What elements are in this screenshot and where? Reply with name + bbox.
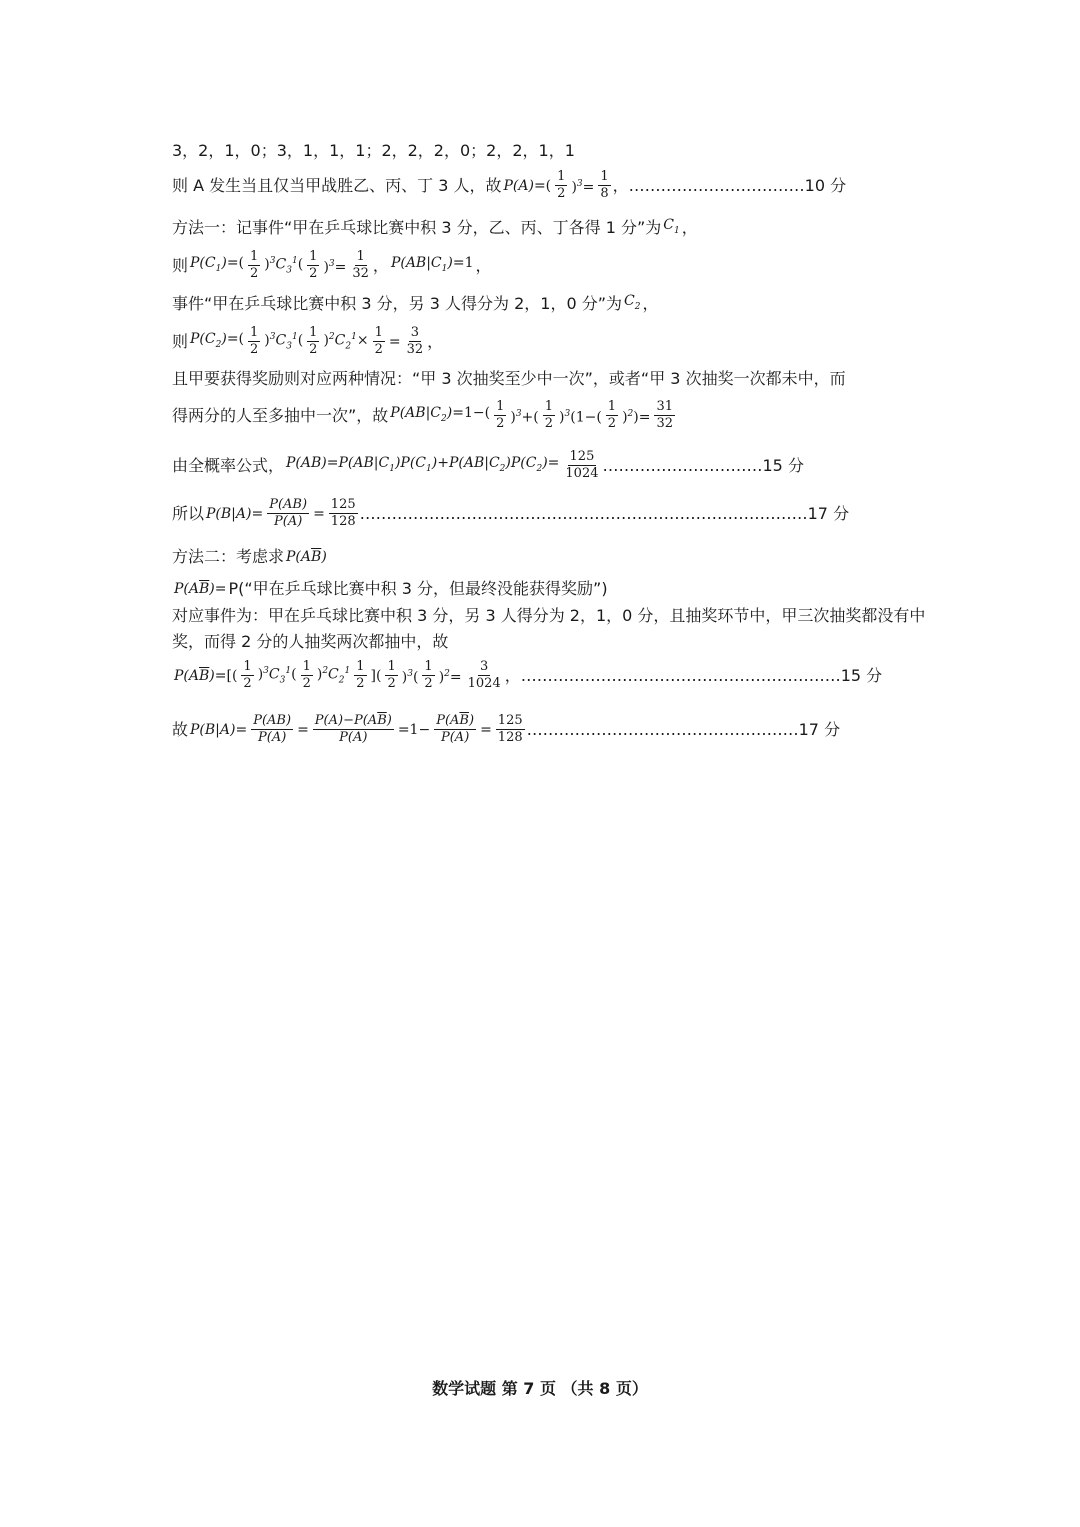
line-two-cases: 且甲要获得奖励则对应两种情况：“甲 3 次抽奖至少中一次”，或者“甲 3 次抽奖一次都未中，而: [172, 369, 846, 388]
line-final-result: 故 P(B|A)= $\frac{P(AB)}{P(A)}$ = $\frac{P(A)-P(A\overline{B})}{P(A)}$ =1− $\frac{P(A\overline{B})}{P(A)}$ = $\frac{125}{128}$ …………………………………………… 17 分: [172, 713, 841, 745]
line-event-c2: 事件“甲在乒乓球比赛中积 3 分，另 3 人得分为 2，1，0 分”为 $C_2$ ，: [172, 293, 659, 313]
line-method-two: 方法二：考虑求 $P(A\overline{B})$: [172, 547, 327, 566]
page-footer: 数学试题 第 7 页 （共 8 页）: [432, 1379, 648, 1398]
line-event-a: 则 A 发生当且仅当甲战胜乙、丙、丁 3 人，故 P(A)=( $\frac{1}{2}$ )$^3$= $\frac{1}{8}$ ，…………………………… 10 分: [172, 169, 847, 201]
line-p-a-not-b-value: $P(A\overline{B})=$[( $\frac{1}{2}$ )$^3C_3^1$( $\frac{1}{2}$ )$^2C_2^1$ $\frac{1}{2}$ ]( $\frac{1}{2}$ )$^3$( $\frac{1}{2}$ )$^2$= $\frac{3}{1024}$ ，…………………………………………………… 15 分: [174, 659, 883, 692]
score-label: 15 分: [840, 665, 883, 685]
score-label: 15 分: [762, 455, 804, 475]
line-total-probability: 由全概率公式， $P(AB)=P(AB|C_1)P(C_1)+P(AB|C_2)P(C_2)=$ $\frac{125}{1024}$ ………………………… 15 分: [172, 449, 804, 481]
score-label: 10 分: [804, 175, 847, 195]
line-score-cases: 3，2，1，0；3，1，1，1；2，2，2，0；2，2，1，1: [172, 141, 575, 160]
line-conditional-result: 所以 P(B|A)= $\frac{P(AB)}{P(A)}$ = $\frac{125}{128}$ ………………………………………………………………………… 17 分: [172, 497, 850, 529]
score-label: 17 分: [798, 719, 841, 739]
line-p-c2: 则 $P(C_2)=$( $\frac{1}{2}$ )$^3C_3^1$( $\frac{1}{2}$ )$^2C_2^1\times$ $\frac{1}{2}$ = $\frac{3}{32}$ ，: [172, 325, 444, 358]
line-corresponding-event: 对应事件为：甲在乒乓球比赛中积 3 分，另 3 人得分为 2，1，0 分，且抽奖环节中，甲三次抽奖都没有中奖，而得 2 分的人抽奖两次都抽中，故: [172, 606, 926, 651]
formula-p-a: P(A)=(: [503, 177, 552, 194]
line-method-one: 方法一：记事件“甲在乒乓球比赛中积 3 分，乙、丙、丁各得 1 分”为 $C_1$ ，: [172, 217, 698, 237]
score-label: 17 分: [807, 503, 850, 523]
line-p-a-not-b: $P(A\overline{B})=$ P(“甲在乒乓球比赛中积 3 分，但最终没能获得奖励”): [174, 579, 608, 598]
line-p-ab-c2: 得两分的人至多抽中一次”，故 $P(AB|C_2)=1-$( $\frac{1}{2}$ )$^3$+( $\frac{1}{2}$ )$^3$(1−( $\frac{1}{2}$ )$^2$)= $\frac{31}{32}$: [172, 399, 674, 431]
line-p-c1: 则 $P(C_1)=$( $\frac{1}{2}$ )$^3C_3^1$( $\frac{1}{2}$ )$^3$= $\frac{1}{32}$ ， $P(AB|C_1)=1$ ，: [172, 249, 492, 282]
